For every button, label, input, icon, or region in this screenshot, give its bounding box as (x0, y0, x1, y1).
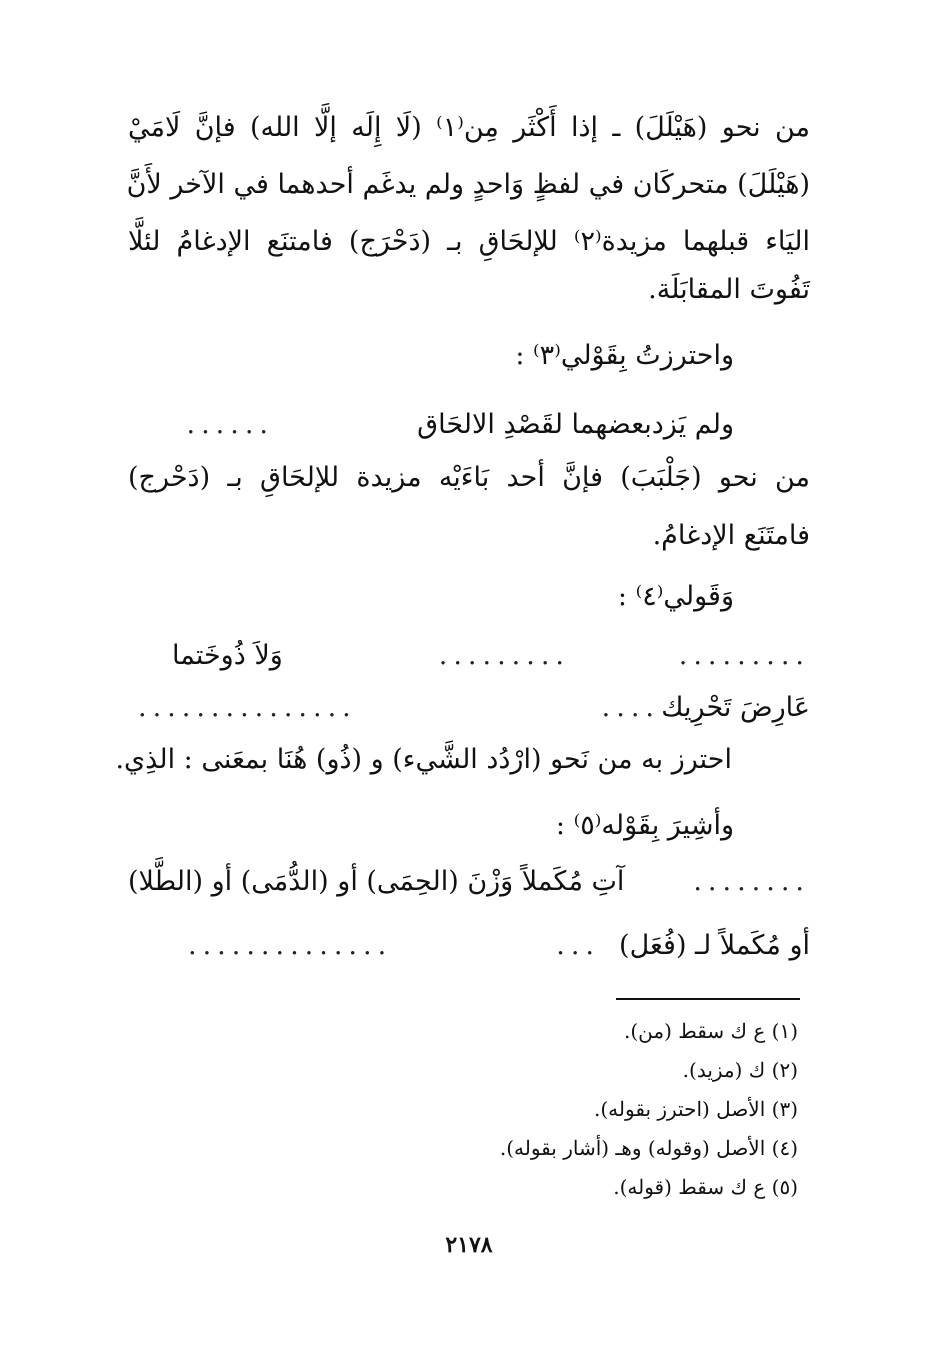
footnote-3: (٣) الأصل (احترز بقوله). (594, 1097, 798, 1121)
verse-2b-dots-left: ............... (138, 692, 357, 723)
footnote-4: (٤) الأصل (وقوله) وهـ (أشار بقوله). (499, 1136, 798, 1160)
body-line-4: تَفُوتَ المقابَلَة. (648, 274, 810, 305)
jalbab-line-2: فامتَنَع الإدغامُ. (652, 520, 810, 551)
body-line-2: (هَيْلَلَ) متحركَان في لفظٍ وَاحدٍ ولم يدغَم أحدهما في الآخر لأَنَّ (126, 169, 810, 200)
verse-3b-dots-middle: ... (556, 930, 600, 961)
ushir-intro: وأشِيرَ بِقَوْله⁽٥⁾ : (555, 810, 734, 841)
ihtaraz-line: احترز به من نَحو (ارْدُد الشَّيء) و (ذُو) هُنَا بمعَنى : الذِي. (115, 744, 732, 775)
footnote-1: (١) ع ك سقط (من). (624, 1019, 798, 1043)
verse-3a-dots: ........ (693, 866, 810, 897)
verse-2b-text: عَارِضَ تَحْرِيك (661, 692, 810, 723)
footnote-2: (٢) ك (مزيد). (682, 1058, 798, 1082)
verse-3b-dots-left: .............. (188, 930, 393, 961)
verse-1 (128, 405, 810, 445)
body-line-3: اليَاء قبلهما مزيدة⁽٢⁾ للإلحَاقِ بـ (دَحْرَج) فامتنَع الإدغامُ لئلَّا (128, 226, 810, 257)
verse-3a (128, 862, 810, 902)
verse-2b (128, 688, 810, 728)
verse-2a-dots-middle: ......... (438, 640, 570, 671)
qawli-intro: وَقَولي⁽٤⁾ : (617, 581, 734, 612)
verse-3a-text: آتِ مُكَملاً وَزْنَ (الحِمَى) أو (الدُّمَى) أو (الطَّلا) (128, 866, 625, 897)
page-number: ٢١٧٨ (445, 1232, 493, 1258)
footnote-5: (٥) ع ك سقط (قوله). (613, 1175, 798, 1199)
verse-2a (128, 636, 810, 676)
ihtaraz-intro: واحترزتُ بِقَوْلي⁽٣⁾ : (515, 340, 734, 371)
footnote-separator (616, 998, 800, 1000)
body-line-1: من نحو (هَيْلَلَ) ـ إذا أَكْثَر مِن⁽١⁾ (لَا إِلَه إلَّا الله) فإنَّ لَامَيْ (128, 112, 810, 143)
verse-2a-dots-right: ......... (678, 640, 810, 671)
verse-1-dots: ...... (186, 409, 274, 440)
verse-2b-dots-middle: .... (601, 692, 660, 723)
verse-3b (128, 926, 810, 966)
verse-3b-text: أو مُكَملاً لـ (فُعَل) (619, 930, 810, 961)
jalbab-line-1: من نحو (جَلْبَبَ) فإنَّ أحد بَاءَيْه مزيدة للإلحَاقِ بـ (دَحْرج) (128, 462, 810, 493)
verse-1-text: ولم يَزدبعضهما لقَصْدِ الالحَاق (417, 409, 734, 440)
verse-2a-text: وَلاَ ذُوخَتما (172, 640, 283, 671)
